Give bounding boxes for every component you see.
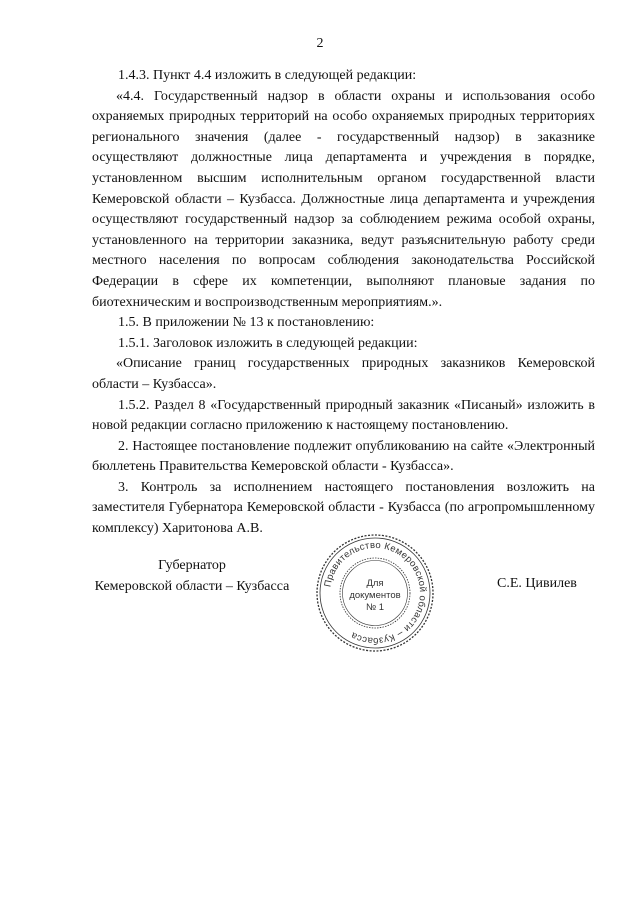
stamp-seal-graphic — [313, 531, 437, 655]
stamp-center-line-1: Для — [366, 578, 384, 589]
paragraph-1-5-1: 1.5.1. Заголовок изложить в следующей редакции: — [118, 335, 418, 351]
signatory-region: Кемеровской области – Кузбасса — [94, 578, 290, 594]
page-number: 2 — [316, 36, 324, 51]
signatory-name: С.Е. Цивилев — [497, 576, 577, 591]
stamp-ring-text: Правительство Кемеровской области – Кузбасса — [322, 539, 429, 647]
paragraph-4-4-quote: «4.4. Государственный надзор в области охраны и использования особо охраняемых природных территорий на особо охраняемых природных территориях регионального значения (далее - государственный надзор) в заказнике осуществляют должностные лица департамента и учреждения в порядке, установленном высшим исполнительным органом государственной власти Кемеровской области – Кузбасса. Должностные лица департамента и учреждения осуществляют государственный надзор за соблюдением режима особой охраны, установленного на территории заказника, ведут разъяснительную работу среди местного населения по вопросам соблюдения законодательства Российской Федерации в сфере их компетенции, выполняют плановые задания по биотехническим и воспроизводственным мероприятиям.». — [92, 88, 595, 310]
paragraph-3: 3. Контроль за исполнением настоящего постановления возложить на заместителя Губернатора Кемеровской области - Кузбасса (по агропромышленному комплексу) Харитонова А.В. — [92, 479, 595, 537]
paragraph-1-4-3: 1.4.3. Пункт 4.4 изложить в следующей редакции: — [118, 68, 417, 83]
paragraph-1-5-2: 1.5.2. Раздел 8 «Государственный природный заказник «Писаный» изложить в новой редакции согласно приложению к настоящему постановлению. — [92, 397, 595, 434]
signatory-title: Губернатор — [158, 558, 226, 573]
paragraph-1-5: 1.5. В приложении № 13 к постановлению: — [118, 315, 375, 331]
paragraph-2: 2. Настоящее постановление подлежит опубликованию на сайте «Электронный бюллетень Правительства Кемеровской области - Кузбасса». — [92, 438, 595, 475]
paragraph-title-quote: «Описание границ государственных природных заказников Кемеровской области – Кузбасса». — [92, 356, 595, 392]
stamp-center-line-2: документов — [349, 590, 401, 601]
stamp-center-line-3: № 1 — [365, 602, 385, 613]
signatory-position — [92, 556, 292, 597]
official-stamp — [313, 531, 437, 655]
